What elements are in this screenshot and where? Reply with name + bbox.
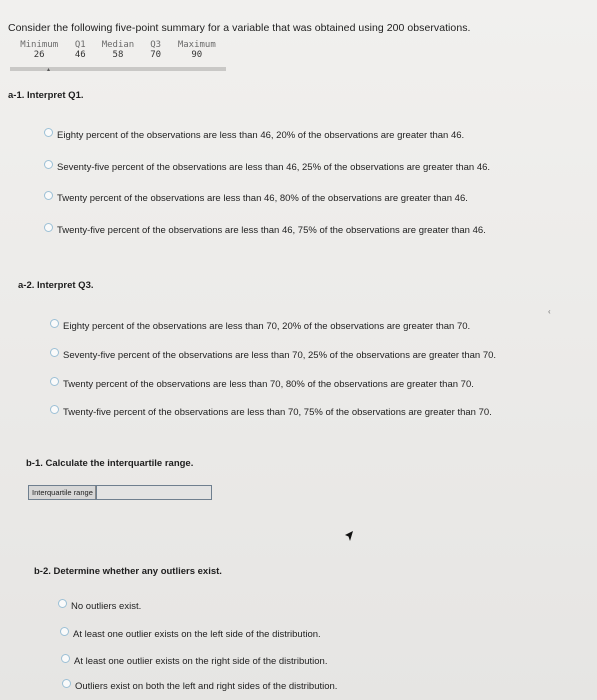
summary-header-q3: Q3 <box>150 40 162 50</box>
summary-value-minimum: 26 <box>33 50 45 60</box>
a2-option-1[interactable] <box>50 321 470 332</box>
radio-button[interactable] <box>50 348 59 357</box>
a1-option-4-label: Twenty-five percent of the observations are less than 46, 75% of the observations are greater than 46. <box>57 225 486 236</box>
b2-option-1-label: No outliers exist. <box>71 601 142 612</box>
b2-option-2-label: At least one outlier exists on the left side of the distribution. <box>73 629 321 640</box>
a2-option-1-label: Eighty percent of the observations are less than 70, 20% of the observations are greater than 70. <box>63 321 471 332</box>
b2-option-2[interactable] <box>60 629 321 640</box>
a1-heading: a-1. Interpret Q1. <box>8 90 84 101</box>
radio-button[interactable] <box>58 599 67 608</box>
a1-option-1[interactable] <box>44 130 464 141</box>
radio-button[interactable] <box>60 627 69 636</box>
b2-option-1[interactable] <box>58 601 141 612</box>
radio-button[interactable] <box>61 654 70 663</box>
b2-heading: b-2. Determine whether any outliers exist. <box>34 566 222 577</box>
a1-option-2-label: Seventy-five percent of the observations are less than 46, 25% of the observations are greater than 46. <box>57 162 491 173</box>
a2-option-2[interactable] <box>50 350 496 361</box>
small-mark: ‹ <box>548 307 551 316</box>
a2-option-3-label: Twenty percent of the observations are less than 70, 80% of the observations are greater than 70. <box>63 379 474 390</box>
radio-button[interactable] <box>44 160 53 169</box>
a2-option-3[interactable] <box>50 379 474 390</box>
mouse-cursor-icon <box>344 529 354 547</box>
b2-option-4[interactable] <box>62 681 337 692</box>
summary-header-minimum: Minimum <box>20 40 59 50</box>
a1-option-3[interactable] <box>44 193 468 204</box>
a1-option-1-label: Eighty percent of the observations are less than 46, 20% of the observations are greater than 46. <box>57 130 465 141</box>
radio-button[interactable] <box>44 223 53 232</box>
interquartile-range-row <box>28 485 212 500</box>
a2-option-4-label: Twenty-five percent of the observations are less than 70, 75% of the observations are greater than 70. <box>63 407 492 418</box>
radio-button[interactable] <box>50 377 59 386</box>
interquartile-range-input[interactable] <box>96 486 211 499</box>
five-point-summary-table <box>10 40 226 60</box>
summary-header-maximum: Maximum <box>177 40 216 50</box>
radio-button[interactable] <box>44 191 53 200</box>
summary-value-maximum: 90 <box>191 50 203 60</box>
b2-option-4-label: Outliers exist on both the left and right sides of the distribution. <box>75 681 338 692</box>
a1-option-4[interactable] <box>44 225 486 236</box>
a2-option-2-label: Seventy-five percent of the observations are less than 70, 25% of the observations are greater than 70. <box>63 350 497 361</box>
a2-heading: a-2. Interpret Q3. <box>18 280 94 291</box>
summary-value-q3: 70 <box>150 50 162 60</box>
small-mark: ▴ <box>47 67 51 73</box>
a1-option-3-label: Twenty percent of the observations are less than 46, 80% of the observations are greater than 46. <box>57 193 468 204</box>
radio-button[interactable] <box>62 679 71 688</box>
a1-option-2[interactable] <box>44 162 490 173</box>
b2-option-3[interactable] <box>61 656 327 667</box>
summary-divider <box>10 67 226 71</box>
a2-option-4[interactable] <box>50 407 492 418</box>
question-text: Consider the following five-point summary for a variable that was obtained using 200 observations. <box>8 22 471 34</box>
radio-button[interactable] <box>44 128 53 137</box>
b1-heading: b-1. Calculate the interquartile range. <box>26 458 194 469</box>
radio-button[interactable] <box>50 319 59 328</box>
summary-value-q1: 46 <box>74 50 86 60</box>
summary-value-median: 58 <box>112 50 124 60</box>
interquartile-range-label: Interquartile range <box>29 486 96 499</box>
summary-header-median: Median <box>101 40 135 50</box>
b2-option-3-label: At least one outlier exists on the right side of the distribution. <box>74 656 328 667</box>
radio-button[interactable] <box>50 405 59 414</box>
summary-header-q1: Q1 <box>74 40 86 50</box>
